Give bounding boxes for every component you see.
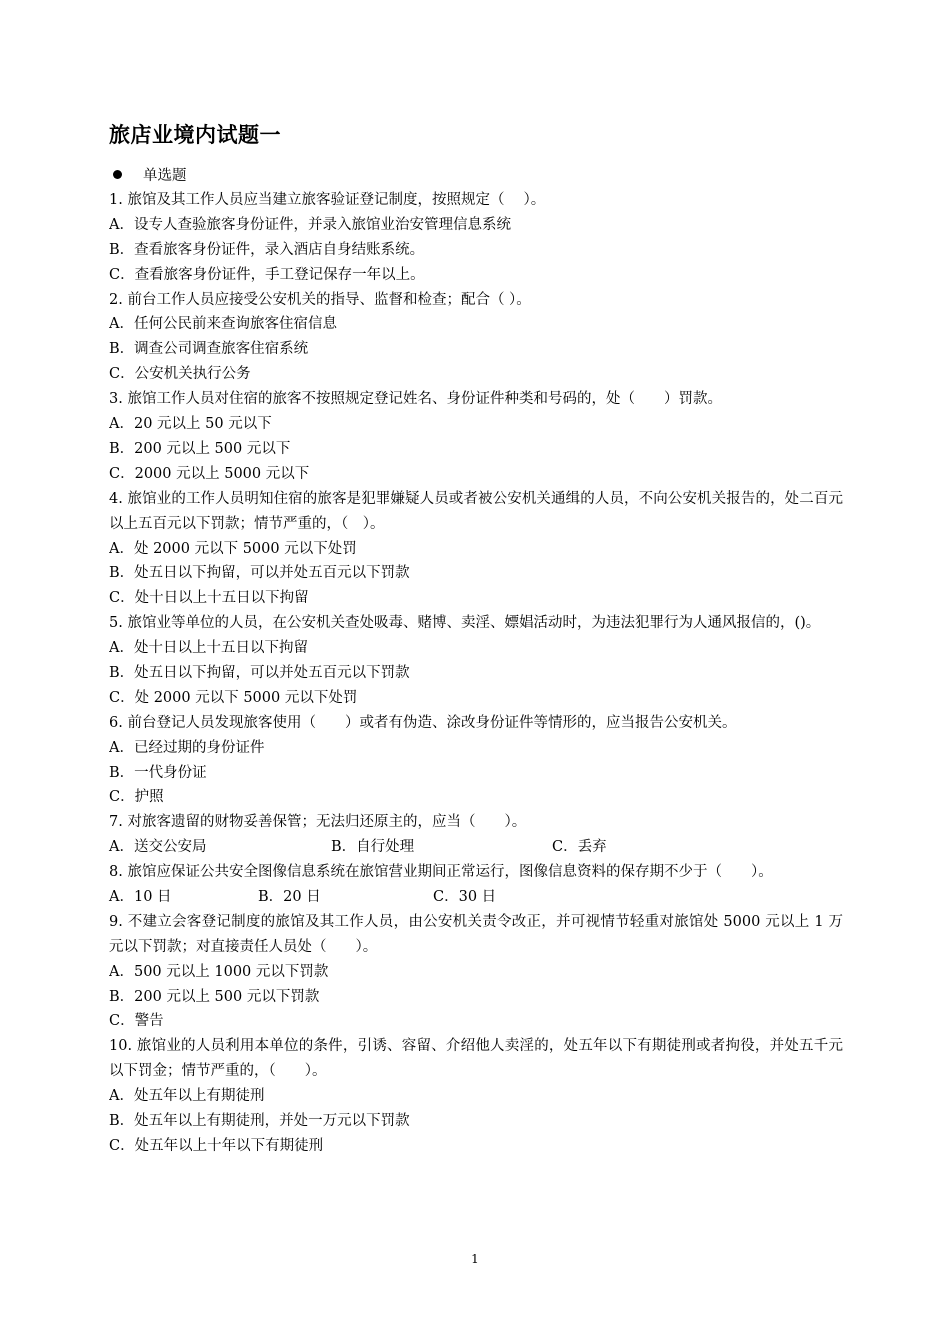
option-b: B．200 元以上 500 元以下罚款: [109, 988, 320, 1005]
option-b: B．自行处理: [331, 839, 415, 856]
option-c: C．2000 元以上 5000 元以下: [109, 465, 310, 482]
option-a: A．任何公民前来查询旅客住宿信息: [109, 316, 337, 333]
option-c: C．查看旅客身份证件，手工登记保存一年以上。: [109, 266, 425, 283]
option-a: A．送交公安局: [109, 839, 207, 856]
option-c: C．公安机关执行公务: [109, 366, 251, 383]
option-c: C．警告: [109, 1013, 164, 1030]
option-c: C．30 日: [433, 889, 497, 905]
option-a: A．处十日以上十五日以下拘留: [109, 640, 308, 657]
option-a: A．20 元以上 50 元以下: [109, 416, 272, 433]
option-b: B．200 元以上 500 元以下: [109, 440, 291, 457]
option-c: C．处五年以上十年以下有期徒刑: [109, 1137, 324, 1154]
question-stem: 2. 前台工作人员应接受公安机关的指导、监督和检查；配合（ ）。: [109, 291, 531, 308]
option-row: [109, 835, 843, 860]
option-c: C．丢弃: [552, 839, 607, 856]
option-row: [109, 885, 843, 910]
bullet-icon: [113, 170, 122, 179]
question-stem: 10. 旅馆业的人员利用本单位的条件，引诱、容留、介绍他人卖淫的，处五年以下有期徒刑或者拘役，并处五千元以下罚金；情节严重的，（ ）。: [109, 1038, 843, 1080]
option-a: A．500 元以上 1000 元以下罚款: [109, 963, 329, 980]
page-number: 1: [471, 1252, 479, 1266]
section-label: 单选题: [143, 167, 187, 184]
option-a: A．处五年以上有期徒刑: [109, 1088, 265, 1105]
option-c: C．处 2000 元以下 5000 元以下处罚: [109, 689, 358, 706]
option-c: C．处十日以上十五日以下拘留: [109, 590, 309, 607]
option-a: A．已经过期的身份证件: [109, 739, 265, 756]
option-a: A．10 日: [109, 889, 172, 905]
page-title: 旅店业境内试题一: [109, 123, 281, 147]
option-c: C．护照: [109, 789, 164, 806]
question-stem: 8. 旅馆应保证公共安全图像信息系统在旅馆营业期间正常运行，图像信息资料的保存期不少于（ ）。: [109, 864, 773, 881]
option-b: B．调查公司调查旅客住宿系统: [109, 341, 309, 358]
question-stem: 4. 旅馆业的工作人员明知住宿的旅客是犯罪嫌疑人员或者被公安机关通缉的人员，不向公安机关报告的，处二百元以上五百元以下罚款；情节严重的，（ ）。: [109, 490, 843, 532]
question-stem: 5. 旅馆业等单位的人员，在公安机关查处吸毒、赌博、卖淫、嫖娼活动时，为违法犯罪行为人通风报信的，()。: [109, 615, 821, 632]
option-b: B．处五年以上有期徒刑，并处一万元以下罚款: [109, 1113, 410, 1130]
option-a: A．设专人查验旅客身份证件，并录入旅馆业治安管理信息系统: [109, 216, 511, 233]
question-list: [109, 188, 843, 1159]
option-b: B．一代身份证: [109, 764, 207, 781]
question-stem: 3. 旅馆工作人员对住宿的旅客不按照规定登记姓名、身份证件种类和号码的，处（ ）罚款。: [109, 391, 722, 408]
option-b: B．处五日以下拘留，可以并处五百元以下罚款: [109, 565, 410, 582]
option-a: A．处 2000 元以下 5000 元以下处罚: [109, 540, 357, 557]
question-stem: 1. 旅馆及其工作人员应当建立旅客验证登记制度，按照规定（ ）。: [109, 192, 546, 208]
option-b: B．处五日以下拘留，可以并处五百元以下罚款: [109, 664, 410, 681]
option-b: B．20 日: [258, 889, 321, 905]
option-b: B．查看旅客身份证件，录入酒店自身结账系统。: [109, 241, 425, 258]
question-stem: 9. 不建立会客登记制度的旅馆及其工作人员，由公安机关责令改正，并可视情节轻重对旅馆处 5000 元以上 1 万元以下罚款；对直接责任人员处（ ）。: [109, 913, 843, 955]
section-heading: [109, 163, 187, 185]
question-stem: 6. 前台登记人员发现旅客使用（ ）或者有伪造、涂改身份证件等情形的，应当报告公安机关。: [109, 714, 737, 731]
question-stem: 7. 对旅客遗留的财物妥善保管；无法归还原主的，应当（ ）。: [109, 814, 527, 831]
